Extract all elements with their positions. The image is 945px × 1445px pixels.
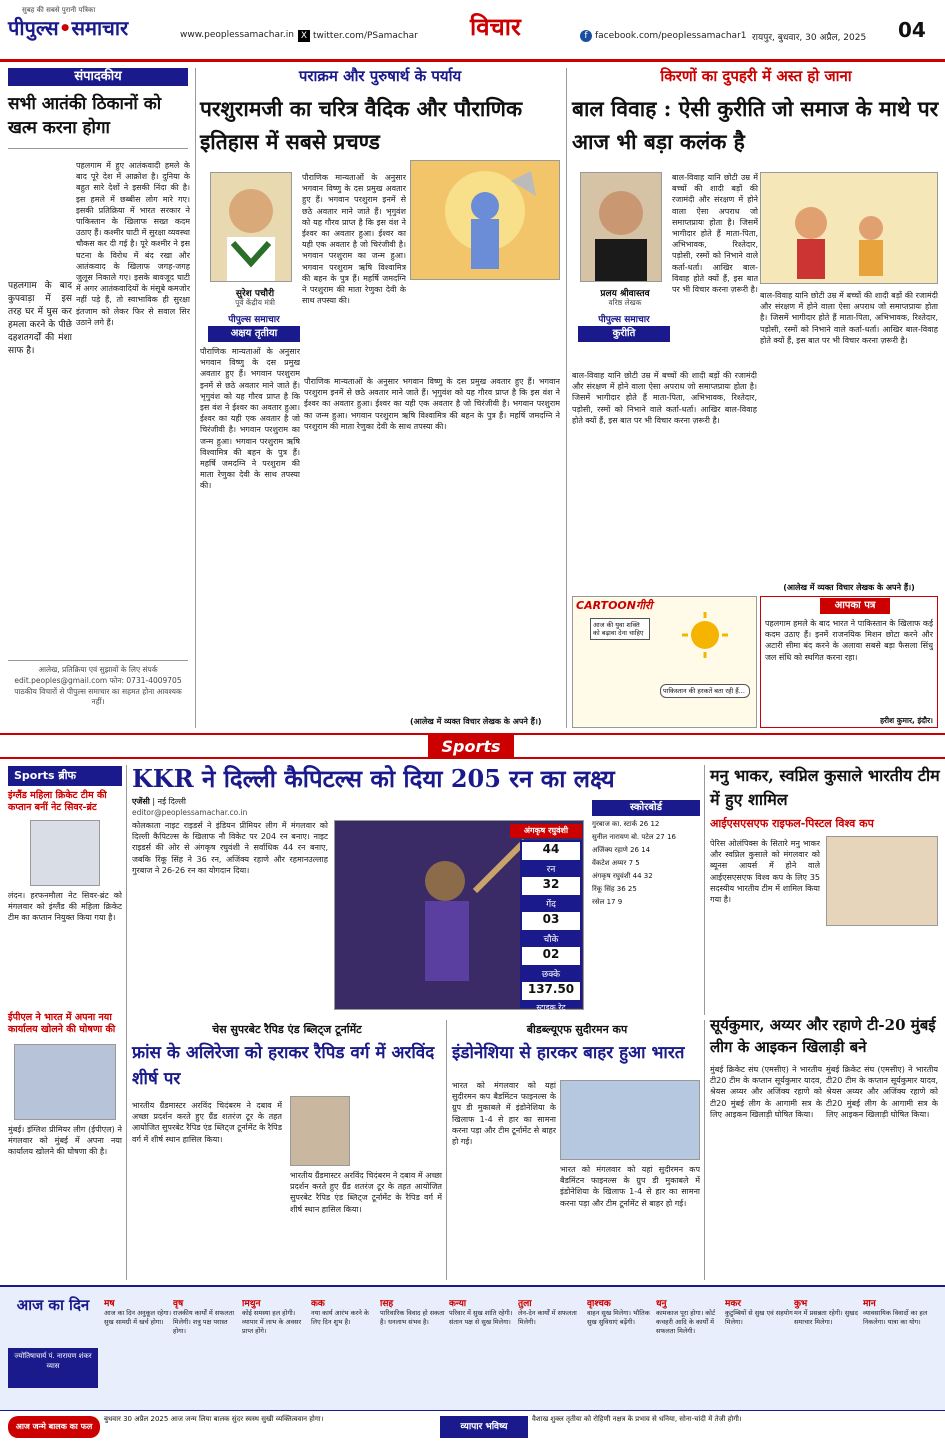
bwf-body-2: भारत को मंगलवार को यहां सुदीरमन कप बैडमिंटन फाइनल्स के ग्रुप डी मुकाबले में इंडोनेशिया के खिलाफ 1-4 से हार का सामना करना पड़ा और टीम टूर्नामेंट से बाहर हो गई। (560, 1165, 700, 1208)
x-icon: X (298, 30, 310, 42)
letter-body: पहलगाम हमले के बाद भारत ने पाकिस्तान के खिलाफ कई कदम उठाए हैं। इनमें राजनयिक मिशन छोटा करने और अटारी सीमा बंद करने के अलावा सबसे बड़ा फैसला सिंधु जल संधि को स्थगित करना रहा। (765, 619, 933, 662)
bwf-kicker: बीडब्ल्यूएफ सुदीरमन कप (526, 1023, 628, 1036)
manu-photo (826, 836, 938, 926)
birth-fortune-label: आज जन्मे बालक का फल (8, 1416, 100, 1438)
brief1-body: लंदन। हरफनमौला नेट सिवर-ब्रंट को मंगलवार को इंग्लैंड की महिला क्रिकेट टीम का कप्तान नियुक्त किया गया है। (8, 891, 122, 923)
sun-icon (680, 610, 730, 660)
parshuram-badge-logo: पीपुल्स समाचार (228, 315, 280, 325)
stat-sixes-label: छक्के (541, 970, 561, 980)
stat-fours-label: चौके (543, 935, 559, 945)
editorial-label: संपादकीय (8, 68, 188, 86)
column-divider (446, 1020, 447, 1280)
parshuram-body-col3: पौराणिक मान्यताओं के अनुसार भगवान विष्णु के दस प्रमुख अवतार हुए हैं। भगवान परशुराम इनमें से छठे अवतार माने जाते हैं। भृगुवंश को यह गौरव प्राप्त है कि इस वंश ने ईश्वर का अवतार हुआ। ईश्वर का यही एक अवतार है जो चिरंजीवी है। भगवान परशुराम का जन्म हुआ। भगवान परशुराम ऋषि विश्वामित्र की बहन के पुत्र हैं। महर्षि जमदग्नि ने परशुराम की माता रेणुका देवी के साथ तपस्या की। (304, 377, 560, 431)
facebook-link[interactable]: f facebook.com/peoplessamachar1 (580, 30, 747, 42)
dateline: रायपुर, बुधवार, 30 अप्रैल, 2025 (752, 33, 867, 43)
stat-sixes-value: 02 (522, 947, 580, 965)
balvivah-author-role: वरिष्ठ लेखक (608, 298, 642, 307)
scoreboard-label: स्कोरबोर्ड (592, 800, 700, 816)
balvivah-badge-label: कुरीति (578, 326, 670, 342)
rashi-kark: कर्क नया कार्य आरंभ करने के लिए दिन शुभ है। (311, 1300, 369, 1326)
publication-logo[interactable]: पीपुल्स•समाचार (8, 16, 129, 40)
chess-player-photo (290, 1096, 350, 1166)
player-stats (520, 840, 582, 1012)
chess-body: भारतीय ग्रैंडमास्टर अरविंद चिदंबरम ने दबाव में अच्छा प्रदर्शन करते हुए ग्रैंड शतरंज टूर के तहत आयोजित सुपरबेट रैपिड एंड ब्लिट्ज टूर्नामेंट के रैपिड वर्ग में शीर्ष स्थान हासिल किया। (132, 1101, 282, 1144)
stat-sr-value: 137.50 (522, 982, 580, 1000)
section-title: विचार (470, 12, 521, 41)
facebook-icon: f (580, 30, 592, 42)
sports-section-title: Sports (428, 735, 514, 759)
surya-body-2: मुंबई क्रिकेट संघ (एमसीए) ने भारतीय टी20 टीम के कप्तान सूर्यकुमार यादव, श्रेयस अय्यर और अजिंक्य रहाणे को टी20 मुंबई लीग के आगामी सत्र के लिए आइकन खिलाड़ी घोषित किया। (826, 1065, 938, 1119)
balvivah-badge-logo: पीपुल्स समाचार (598, 315, 650, 325)
chess-body-2: भारतीय ग्रैंडमास्टर अरविंद चिदंबरम ने दबाव में अच्छा प्रदर्शन करते हुए ग्रैंड शतरंज टूर के तहत आयोजित सुपरबेट रैपिड एंड ब्लिट्ज टूर्नामेंट के रैपिड वर्ग में शीर्ष स्थान हासिल किया। (290, 1171, 442, 1214)
rashi-meen: मीन व्यावसायिक विवादों का हल निकलेगा। यात्रा का योग। (863, 1300, 928, 1326)
rashi-kumbh: कुंभ मन में प्रसन्नता रहेगी। सुखद समाचार मिलेगा। (794, 1300, 858, 1326)
letter-author: हरीश कुमार, इंदौर। (880, 716, 933, 725)
bwf-body: भारत को मंगलवार को यहां सुदीरमन कप बैडमिंटन फाइनल्स के ग्रुप डी मुकाबले में इंडोनेशिया के खिलाफ 1-4 से हार का सामना करना पड़ा और टीम टूर्नामेंट से बाहर हो गई। (452, 1081, 556, 1147)
divider (8, 660, 188, 661)
kkr-body: कोलकाता नाइट राइडर्स ने इंडियन प्रीमियर लीग में मंगलवार को दिल्ली कैपिटल्स के खिलाफ नौ विकेट पर 204 रन बनाए। नाइट राइडर्स की ओर से अंगकृष रघुवंशी ने सर्वाधिक 44 रन बनाए, जबकि रिंकू सिंह ने 36 रन, अजिंक्य रहाणे और रहमानउल्लाह गुरबाज ने 26-26 रन का योगदान दिया। (132, 821, 328, 875)
rashi-makar: मकर कुटुम्बियों से सुख एवं सहयोग मिलेगा। (725, 1300, 793, 1326)
stat-runs-label: रन (546, 865, 556, 875)
editorial-email[interactable]: edit.peoples@gmail.com फोन: 0731-4009705 (14, 676, 182, 685)
rashi-dhanu: धनु कामकाज पूरा होगा। कोर्ट कचहरी आदि के कार्यों में सफलता मिलेगी। (656, 1300, 716, 1335)
editorial-footer-1: आलेख, प्रतिक्रिया एवं सुझावों के लिए संपर्क (38, 665, 158, 674)
parshuram-footer: (आलेख में व्यक्त विचार लेखक के अपने हैं।) (410, 717, 542, 726)
rashi-mesh: मेष आज का दिन अनुकूल रहेगा। सुख सामग्री में खर्च होगा। (104, 1300, 172, 1326)
rashifal-title: आज का दिन (16, 1296, 90, 1314)
bwf-title[interactable]: इंडोनेशिया से हारकर बाहर हुआ भारत (452, 1043, 685, 1063)
brief1-photo (30, 820, 100, 886)
cartoon-label: CARTOONगीरी (576, 599, 653, 612)
editorial-disclaimer: पाठकीय विचारों से पीपुल्स समाचार का सहमत होना आवश्यक नहीं। (14, 687, 182, 706)
balvivah-body-col3: बाल-विवाह यानि छोटी उम्र में बच्चों की शादी बड़ों की रजामंदी और संरक्षण में होने वाला ऐसा अपराध जो समाप्तप्रायः होता है। जिसमें भागीदार होते हैं माता-पिता, अभिभावक, रिश्तेदार, पड़ोसी, रस्मों को निभाने वाले कर्ता-धर्ता। आखिर बाल-विवाह होते क्यों हैं, इस बात पर भी विचार करना ज़रूरी है। (760, 291, 938, 345)
table-row: रिंकू सिंह 36 25 (592, 885, 637, 893)
author-photo (580, 172, 662, 282)
balvivah-title[interactable]: बाल विवाह : ऐसी कुरीति जो समाज के माथे पर आज भी बड़ा कलंक है (572, 96, 939, 154)
author-photo (210, 172, 292, 282)
column-divider (704, 765, 705, 1015)
kkr-title[interactable]: KKR ने दिल्ली कैपिटल्स को दिया 205 रन का लक्ष्य (132, 764, 615, 793)
parshuram-author: सुरेश पचौरी (235, 289, 275, 299)
balvivah-kicker: किरणों का दुपहरी में अस्त हो जाना (660, 67, 852, 85)
player-name: अंगकृष रघुवंशी (510, 824, 582, 838)
stat-sr-label: स्ट्राइक रेट (536, 1003, 566, 1012)
rashi-vrish: वृष राजकीय कार्यों में सफलता मिलेगी। शत्रु पक्ष परास्त होगा। (173, 1300, 235, 1335)
business-forecast-label: व्यापार भविष्य (440, 1416, 528, 1438)
rashi-vrishchik: वृश्चिक वाहन सुख मिलेगा। भौतिक सुख सुविधाएं बढ़ेंगी। (587, 1300, 650, 1326)
logo-tagline: सुबह की सबसे पुरानी पत्रिका (22, 6, 96, 14)
balvivah-author: प्रलय श्रीवास्तव (600, 289, 650, 299)
website-link[interactable]: www.peoplessamachar.in (180, 30, 294, 40)
divider (8, 148, 188, 149)
parshuram-badge-label: अक्षय तृतीया (208, 326, 300, 342)
manu-subtitle: आईएसएसएफ राइफल-पिस्टल विश्व कप (710, 817, 874, 830)
balvivah-body-col1: बाल-विवाह यानि छोटी उम्र में बच्चों की शादी बड़ों की रजामंदी और संरक्षण में होने वाला ऐसा अपराध जो समाप्तप्रायः होता है। जिसमें भागीदार होते हैं माता-पिता, अभिभावक, रिश्तेदार, पड़ोसी, रस्मों को निभाने वाले कर्ता-धर्ता। आखिर बाल-विवाह होते क्यों हैं, इस बात पर भी विचार करना ज़रूरी है। (672, 173, 758, 295)
chess-title[interactable]: फ्रांस के अलिरेजा को हराकर रैपिड वर्ग में अरविंद शीर्ष पर (132, 1043, 435, 1089)
stat-fours-value: 03 (522, 912, 580, 930)
table-row: सुनील नारायण बो. पटेल 27 16 (592, 833, 676, 841)
parshuram-title[interactable]: परशुरामजी का चरित्र वैदिक और पौराणिक इतिहास में सबसे प्रचण्ड (200, 96, 523, 154)
rashi-tula: तुला लेन-देन कार्यों में सफलता मिलेगी। (518, 1300, 577, 1326)
editorial-side-quote: पहलगाम के बाद कुपवाड़ा में इस तरह घर में घुस कर हमला करने के पीछे दहशतगर्दों की मंशा साफ है। (8, 281, 72, 356)
business-forecast-text: वैशाख शुक्ल तृतीया को रोहिणी नक्षत्र के प्रभाव से धनिया, सोना-चांदी में तेजी होगी। (532, 1415, 742, 1423)
surya-body: मुंबई क्रिकेट संघ (एमसीए) ने भारतीय टी20 टीम के कप्तान सूर्यकुमार यादव, श्रेयस अय्यर और अजिंक्य रहाणे को टी20 मुंबई लीग के आगामी सत्र के लिए आइकन खिलाड़ी घोषित किया। (710, 1065, 822, 1119)
column-divider (704, 1020, 705, 1280)
balvivah-illustration (760, 172, 938, 284)
cartoon-speech-1: आज की युवा शक्ति को बढ़ावा देना चाहिए (590, 618, 650, 640)
kkr-email[interactable]: editor@peoplessamachar.co.in (132, 808, 248, 817)
table-row: अजिंक्य रहाणे 26 14 (592, 846, 651, 854)
page-number: 04 (898, 18, 926, 42)
parshuram-body-col1: पौराणिक मान्यताओं के अनुसार भगवान विष्णु के दस प्रमुख अवतार हुए हैं। भगवान परशुराम इनमें से छठे अवतार माने जाते हैं। भृगुवंश को यह गौरव प्राप्त है कि इस वंश ने ईश्वर का अवतार हुआ। ईश्वर का यही एक अवतार है जो चिरंजीवी है। भगवान परशुराम का जन्म हुआ। भगवान परशुराम ऋषि विश्वामित्र की बहन के पुत्र हैं। महर्षि जमदग्नि ने परशुराम की माता रेणुका देवी के साथ तपस्या की। (302, 173, 406, 306)
chess-kicker: चेस सुपरबेट रैपिड एंड ब्लिट्ज टूर्नामेंट (212, 1023, 362, 1036)
scoreboard-table (592, 818, 700, 1018)
twitter-link[interactable]: X twitter.com/PSamachar (298, 30, 418, 42)
column-divider (126, 765, 127, 1280)
editorial-body: पहलगाम में हुए आतंकवादी हमले के बाद पूरे देश में आक्रोश है। दुनिया के बहुत सारे देशों ने इसकी निंदा की है। इस हमले में छब्बीस लोग मारे गए। इसकी प्रतिक्रिया में भारत सरकार ने पाकिस्तान के खिलाफ सख्त कदम उठाए हैं। कश्मीर घाटी में सुरक्षा व्यवस्था चौकस कर दी गई है। पूरे कश्मीर ने इस घटना के विरोध में बंद रखा और आतंकवाद के खिलाफ जगह-जगह जुलूस निकाले गए। इसके बावजूद घाटी में अगर आतंकवादियों के मंसूबे कमजोर नहीं पड़े हैं, तो स्वाभाविक ही सुरक्षा इंतजाम को लेकर फिर से सवाल सिर उठाने लगे हैं। (76, 161, 190, 327)
sports-brief-label: Sports ब्रीफ (8, 766, 122, 786)
stat-balls-value: 32 (522, 877, 580, 895)
balvivah-body-col2: बाल-विवाह यानि छोटी उम्र में बच्चों की शादी बड़ों की रजामंदी और संरक्षण में होने वाला ऐसा अपराध जो समाप्तप्रायः होता है। जिसमें भागीदार होते हैं माता-पिता, अभिभावक, रिश्तेदार, पड़ोसी, रस्मों को निभाने वाले कर्ता-धर्ता। आखिर बाल-विवाह होते क्यों हैं, इस बात पर भी विचार करना ज़रूरी है। (572, 371, 757, 425)
stat-runs-value: 44 (522, 842, 580, 860)
bwf-photo (560, 1080, 700, 1160)
brief2-photo (14, 1044, 116, 1120)
rashi-kanya: कन्या परिवार में सुख शांति रहेगी। संतान पक्ष से सुख मिलेगा। (449, 1300, 513, 1326)
column-divider (195, 68, 196, 728)
table-row: अंगकृष रघुवंशी 44 32 (592, 872, 653, 880)
brief2-title[interactable]: ईपीएल ने भारत में अपना नया कार्यालय खोलने की घोषणा की (8, 1012, 116, 1035)
table-row: वेंकटेश अय्यर 7 5 (592, 859, 640, 867)
manu-body: पेरिस ओलंपिक्स के सितारे मनु भाकर और स्वप्निल कुसाले को मंगलवार को ब्यूनस आयर्स में होने वाले आईएसएसएफ विश्व कप के लिए 35 सदस्यीय भारतीय टीम में शामिल किया गया है। (710, 839, 820, 905)
letter-title: आपका पत्र (820, 598, 890, 614)
column-divider (566, 68, 567, 728)
parshuram-illustration (410, 160, 560, 280)
kkr-dateline: एजेंसी | नई दिल्ली (132, 797, 186, 806)
manu-title[interactable]: मनु भाकर, स्वप्निल कुसाले भारतीय टीम में हुए शामिल (710, 766, 940, 809)
table-row: रसेल 17 9 (592, 898, 623, 906)
rashi-singh: सिंह पारिवारिक विवाद हो सकता है। धनलाभ संभव है। (380, 1300, 445, 1326)
parshuram-body-col2: पौराणिक मान्यताओं के अनुसार भगवान विष्णु के दस प्रमुख अवतार हुए हैं। भगवान परशुराम इनमें से छठे अवतार माने जाते हैं। भृगुवंश को यह गौरव प्राप्त है कि इस वंश ने ईश्वर का अवतार हुआ। ईश्वर का यही एक अवतार है जो चिरंजीवी है। भगवान परशुराम का जन्म हुआ। भगवान परशुराम ऋषि विश्वामित्र की बहन के पुत्र हैं। महर्षि जमदग्नि ने परशुराम की माता रेणुका देवी के साथ तपस्या की। (200, 347, 300, 491)
birth-fortune-text: बुधवार 30 अप्रैल 2025 आज जन्म लिया बालक सुंदर स्वस्थ सुखी व्यक्तित्ववान होगा। (104, 1415, 324, 1423)
brief2-body: मुंबई। इंग्लिश प्रीमियर लीग (ईपीएल) ने मंगलवार को मुंबई में अपना नया कार्यालय खोलने की घोषणा की है। (8, 1125, 122, 1157)
stat-balls-label: गेंद (546, 900, 556, 910)
balvivah-footer: (आलेख में व्यक्त विचार लेखक के अपने हैं।) (783, 583, 915, 592)
table-row: गुरबाज का. स्टार्क 26 12 (592, 820, 660, 828)
parshuram-kicker: पराक्रम और पुरुषार्थ के पर्याय (298, 67, 462, 85)
rashi-mithun: मिथुन कोई समस्या हल होगी। व्यापार में लाभ के अवसर प्राप्त होंगे। (242, 1300, 302, 1335)
parshuram-author-role: पूर्व केंद्रीय मंत्री (235, 298, 275, 307)
editorial-title[interactable]: सभी आतंकी ठिकानों को खत्म करना होगा (8, 94, 162, 138)
cartoon-speech-2: पाकिस्तान की हरकतें बता रही हैं... (660, 684, 750, 698)
logo-right: समाचार (71, 16, 129, 40)
surya-title[interactable]: सूर्यकुमार, अय्यर और रहाणे टी-20 मुंबई लीग के आइकन खिलाड़ी बने (710, 1016, 936, 1056)
brief1-title[interactable]: इंग्लैंड महिला क्रिकेट टीम की कप्तान बनीं नेट सिवर-ब्रंट (8, 790, 107, 813)
logo-left: पीपुल्स (8, 16, 59, 40)
rashifal-astrologer: ज्योतिषाचार्य पं. नारायण शंकर व्यास (8, 1348, 98, 1388)
